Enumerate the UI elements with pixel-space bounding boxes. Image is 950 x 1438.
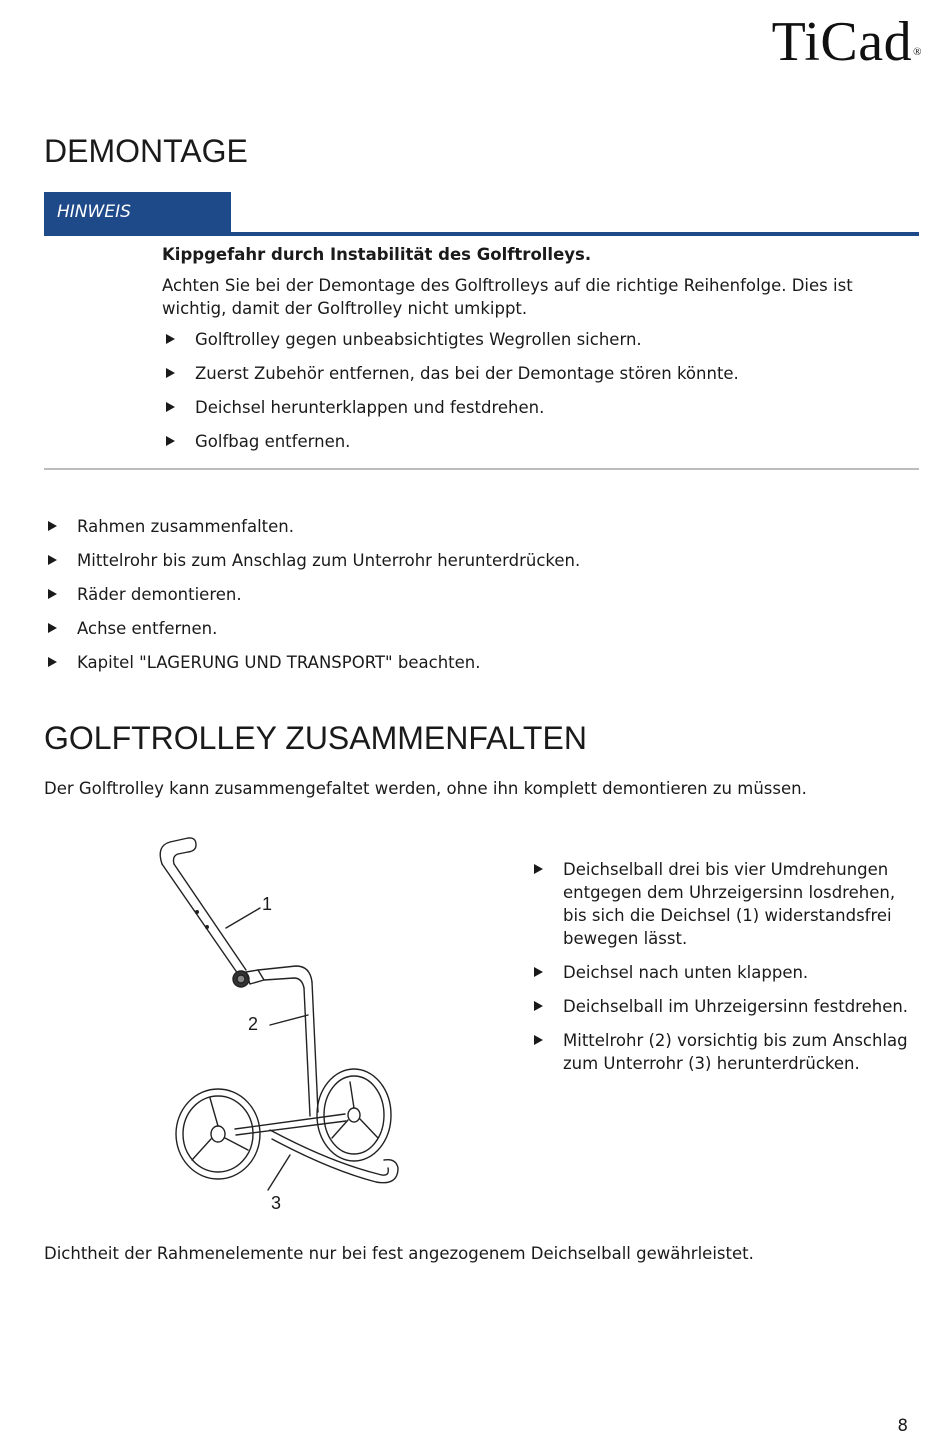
trolley-illustration <box>140 832 440 1222</box>
bullet-arrow-icon <box>166 334 175 344</box>
bullet-arrow-icon <box>48 521 57 531</box>
list-item <box>44 549 924 572</box>
bullet-arrow-icon <box>166 436 175 446</box>
list-item-text: Deichselball drei bis vier Umdrehungen entgegen dem Uhrzeigersinn losdrehen, bis sich die Deichsel (1) widerstandsfrei bewegen lässt. <box>563 860 896 948</box>
list-item <box>44 651 924 674</box>
list-item <box>162 362 902 385</box>
bullet-arrow-icon <box>534 864 543 874</box>
registered-mark: ® <box>913 46 922 58</box>
sealing-note: Dichtheit der Rahmenelemente nur bei fest angezogenem Deichselball gewährleistet. <box>44 1244 754 1263</box>
list-item <box>162 396 902 419</box>
notice-label: HINWEIS <box>44 192 231 232</box>
notice-body <box>162 243 902 464</box>
list-item <box>44 617 924 640</box>
notice-title: Kippgefahr durch Instabilität des Golftrolleys. <box>162 245 592 264</box>
bullet-arrow-icon <box>48 555 57 565</box>
list-item <box>162 430 902 453</box>
section-intro: Der Golftrolley kann zusammengefaltet werden, ohne ihn komplett demontieren zu müssen. <box>44 779 807 798</box>
list-item-text: Mittelrohr bis zum Anschlag zum Unterrohr herunterdrücken. <box>77 551 581 570</box>
brand-logo <box>772 10 922 74</box>
notice-header <box>44 192 919 236</box>
section-heading-disassembly: DEMONTAGE <box>44 133 248 169</box>
steps-list <box>44 515 924 674</box>
list-item-text: Deichsel nach unten klappen. <box>563 963 809 982</box>
bullet-arrow-icon <box>166 368 175 378</box>
callout-1: 1 <box>262 894 273 914</box>
list-item-text: Rahmen zusammenfalten. <box>77 517 295 536</box>
list-item <box>530 1029 920 1075</box>
folding-steps <box>530 858 920 1086</box>
folding-steps-list <box>530 858 920 1075</box>
disassembly-steps <box>44 515 924 685</box>
notice-divider <box>44 468 919 470</box>
bullet-arrow-icon <box>48 657 57 667</box>
list-item <box>530 961 920 984</box>
list-item <box>530 995 920 1018</box>
bullet-arrow-icon <box>48 589 57 599</box>
list-item-text: Zuerst Zubehör entfernen, das bei der Demontage stören könnte. <box>195 364 739 383</box>
list-item-text: Golfbag entfernen. <box>195 432 351 451</box>
list-item-text: Deichselball im Uhrzeigersinn festdrehen. <box>563 997 909 1016</box>
list-item-text: Räder demontieren. <box>77 585 242 604</box>
bullet-arrow-icon <box>534 1001 543 1011</box>
list-item-text: Kapitel "LAGERUNG UND TRANSPORT" beachten. <box>77 653 481 672</box>
list-item <box>530 858 920 950</box>
section-heading-folding: GOLFTROLLEY ZUSAMMENFALTEN <box>44 720 587 756</box>
golf-trolley-drawing <box>140 832 440 1222</box>
brand-logo-text: TiCad <box>771 11 913 73</box>
bullet-arrow-icon <box>48 623 57 633</box>
callout-2: 2 <box>248 1014 259 1034</box>
list-item <box>44 515 924 538</box>
bullet-arrow-icon <box>534 967 543 977</box>
list-item <box>44 583 924 606</box>
page-number: 8 <box>897 1416 908 1435</box>
list-item-text: Mittelrohr (2) vorsichtig bis zum Anschlag zum Unterrohr (3) herunterdrücken. <box>563 1031 908 1073</box>
list-item-text: Achse entfernen. <box>77 619 218 638</box>
callout-3: 3 <box>271 1193 282 1213</box>
list-item-text: Deichsel herunterklappen und festdrehen. <box>195 398 545 417</box>
notice-list <box>162 328 902 453</box>
notice-text: Achten Sie bei der Demontage des Golftrolleys auf die richtige Reihenfolge. Dies ist wichtig, damit der Golftrolley nicht umkippt. <box>162 276 853 318</box>
bullet-arrow-icon <box>534 1035 543 1045</box>
list-item-text: Golftrolley gegen unbeabsichtigtes Wegrollen sichern. <box>195 330 642 349</box>
list-item <box>162 328 902 351</box>
bullet-arrow-icon <box>166 402 175 412</box>
